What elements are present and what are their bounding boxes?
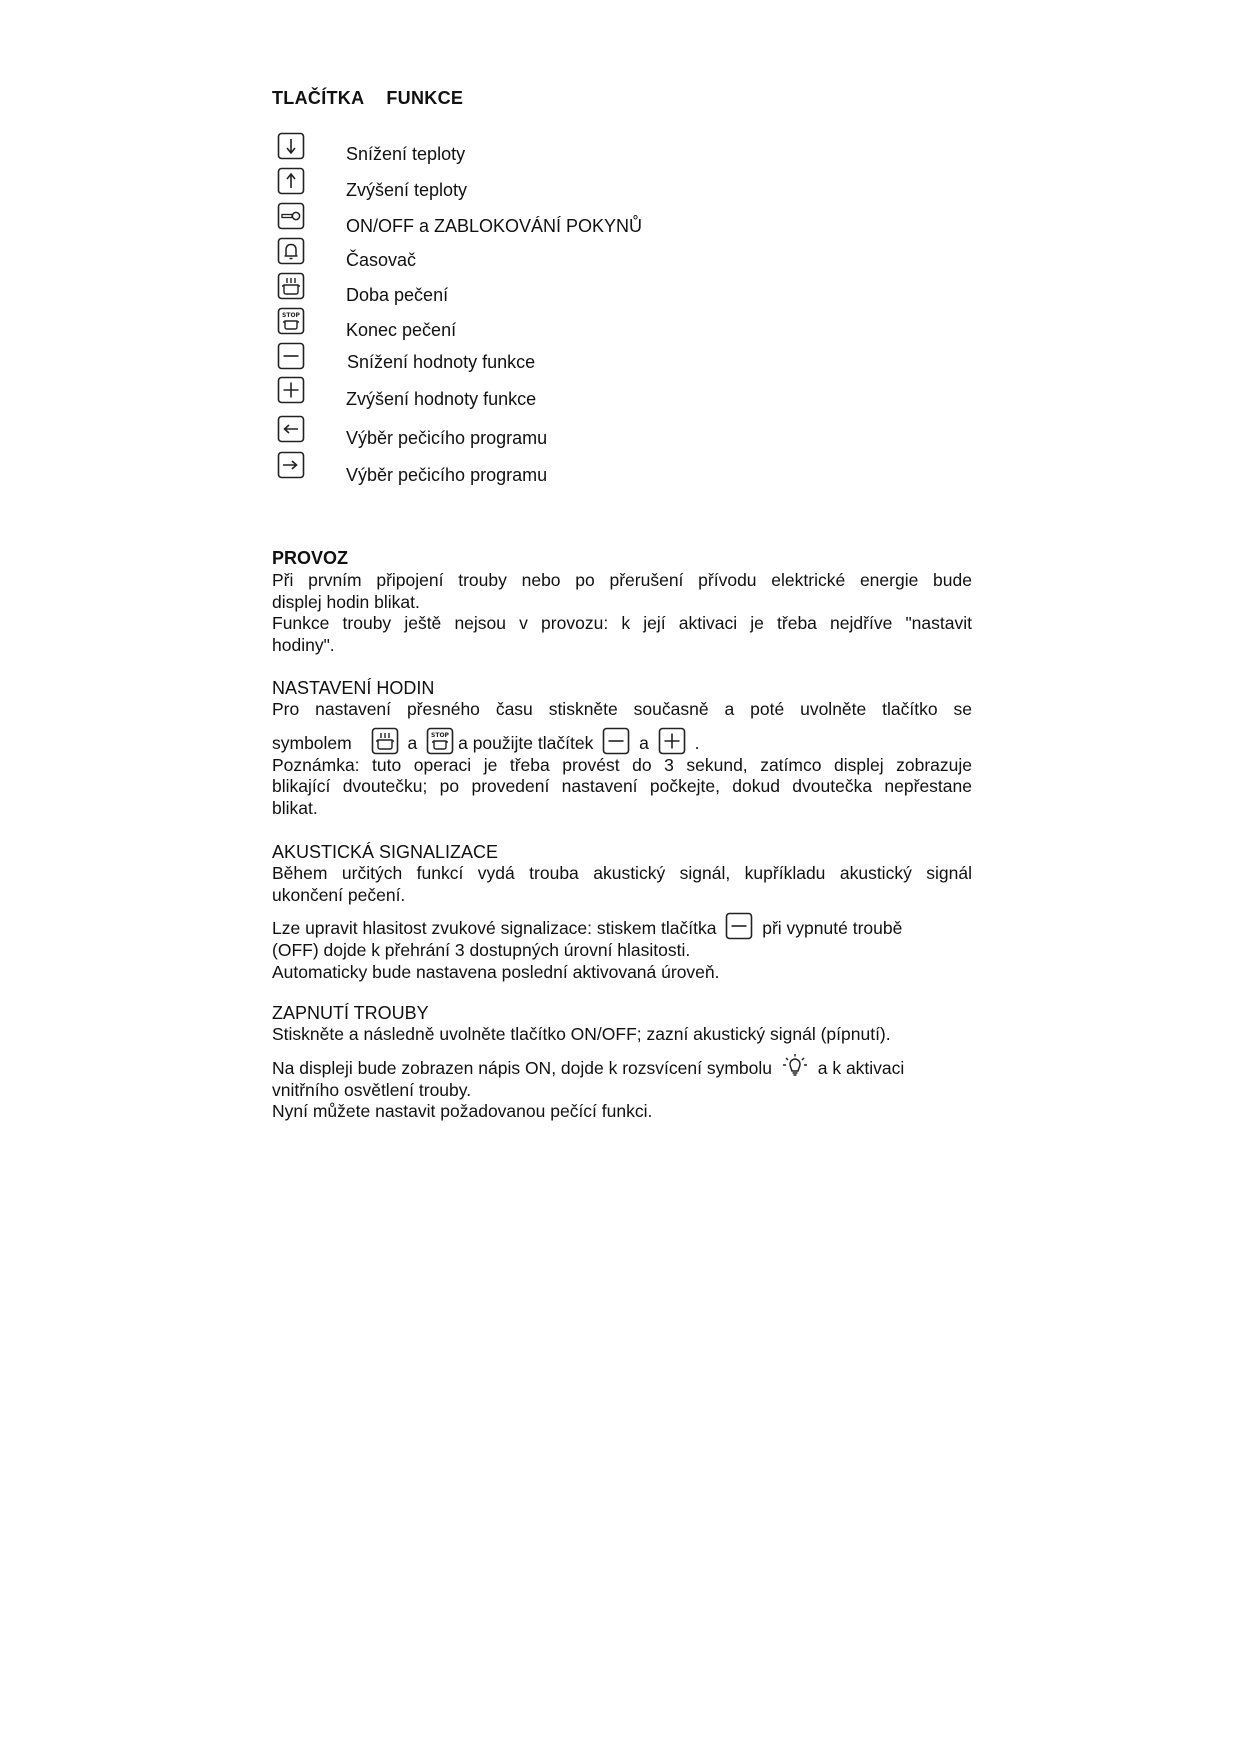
heading-provoz: PROVOZ [272,548,349,568]
plus-icon [277,376,305,404]
minus-icon [602,727,630,755]
heading-zapnuti-trouby: ZAPNUTÍ TROUBY [272,1003,429,1023]
button-row-cooking-end: Konec pečení [272,307,972,337]
minus-icon [725,912,753,940]
arrow-right-icon [277,451,305,479]
arrow-down-icon [277,132,305,160]
heading-akusticka-signalizace: AKUSTICKÁ SIGNALIZACE [272,842,499,862]
button-row-program-left: Výběr pečicího programu [272,415,972,445]
minus-icon [277,342,305,370]
button-row-onoff: ON/OFF a ZABLOKOVÁNÍ POKYNŮ [272,202,972,232]
button-row-cooking-time: Doba pečení [272,272,972,302]
button-row-temp-up: Zvýšení teploty [272,167,972,197]
arrow-left-icon [277,415,305,443]
plus-icon [658,727,686,755]
arrow-up-icon [277,167,305,195]
nastaveni-text: Pro nastavení přesného času stiskněte současně a poté uvolněte tlačítko se symbolem a a použijte tlačítek a . Poznámka: tuto operaci je třeba provést do 3 sekund, zatímco displej zobrazuje blikající dvoutečku; po provedení nastavení počkejte, dokud dvoutečka nepřestane blikat. [272,699,972,818]
pot-icon [277,272,305,300]
button-row-temp-down: Snížení teploty [272,132,972,162]
button-row-minus: Snížení hodnoty funkce [272,342,972,372]
section-title-buttons: TLAČÍTKA FUNKCE [272,88,464,108]
pot-icon [371,727,399,755]
button-row-program-right: Výběr pečicího programu [272,451,972,481]
provoz-text: Při prvním připojení trouby nebo po přerušení přívodu elektrické energie bude displej hodin blikat. Funkce trouby ještě nejsou v provozu: k její aktivaci je třeba nejdříve "nastavit hodiny". [272,570,972,655]
heading-nastaveni-hodin: NASTAVENÍ HODIN [272,678,435,698]
bell-icon [277,237,305,265]
oven-light-icon [781,1052,809,1080]
key-lock-icon [277,202,305,230]
button-row-timer: Časovač [272,237,972,267]
akusticka-text: Během určitých funkcí vydá trouba akustický signál, kupříkladu akustický signál ukončení pečení. Lze upravit hlasitost zvukové signalizace: stiskem tlačítka při vypnuté troubě (OFF) dojde k přehrání 3 dostupných úrovní hlasitosti. Automaticky bude nastavena poslední aktivovaná úroveň. [272,863,972,982]
stop-pot-icon [277,307,305,335]
button-row-plus: Zvýšení hodnoty funkce [272,376,972,406]
zapnuti-text: Stiskněte a následně uvolněte tlačítko ON/OFF; zazní akustický signál (pípnutí). Na displeji bude zobrazen nápis ON, dojde k rozsvícení symbolu a k aktivaci vnitřního osvětlení trouby. Nyní můžete nastavit požadovanou pečící funkci. [272,1024,905,1121]
stop-pot-icon [426,727,454,755]
